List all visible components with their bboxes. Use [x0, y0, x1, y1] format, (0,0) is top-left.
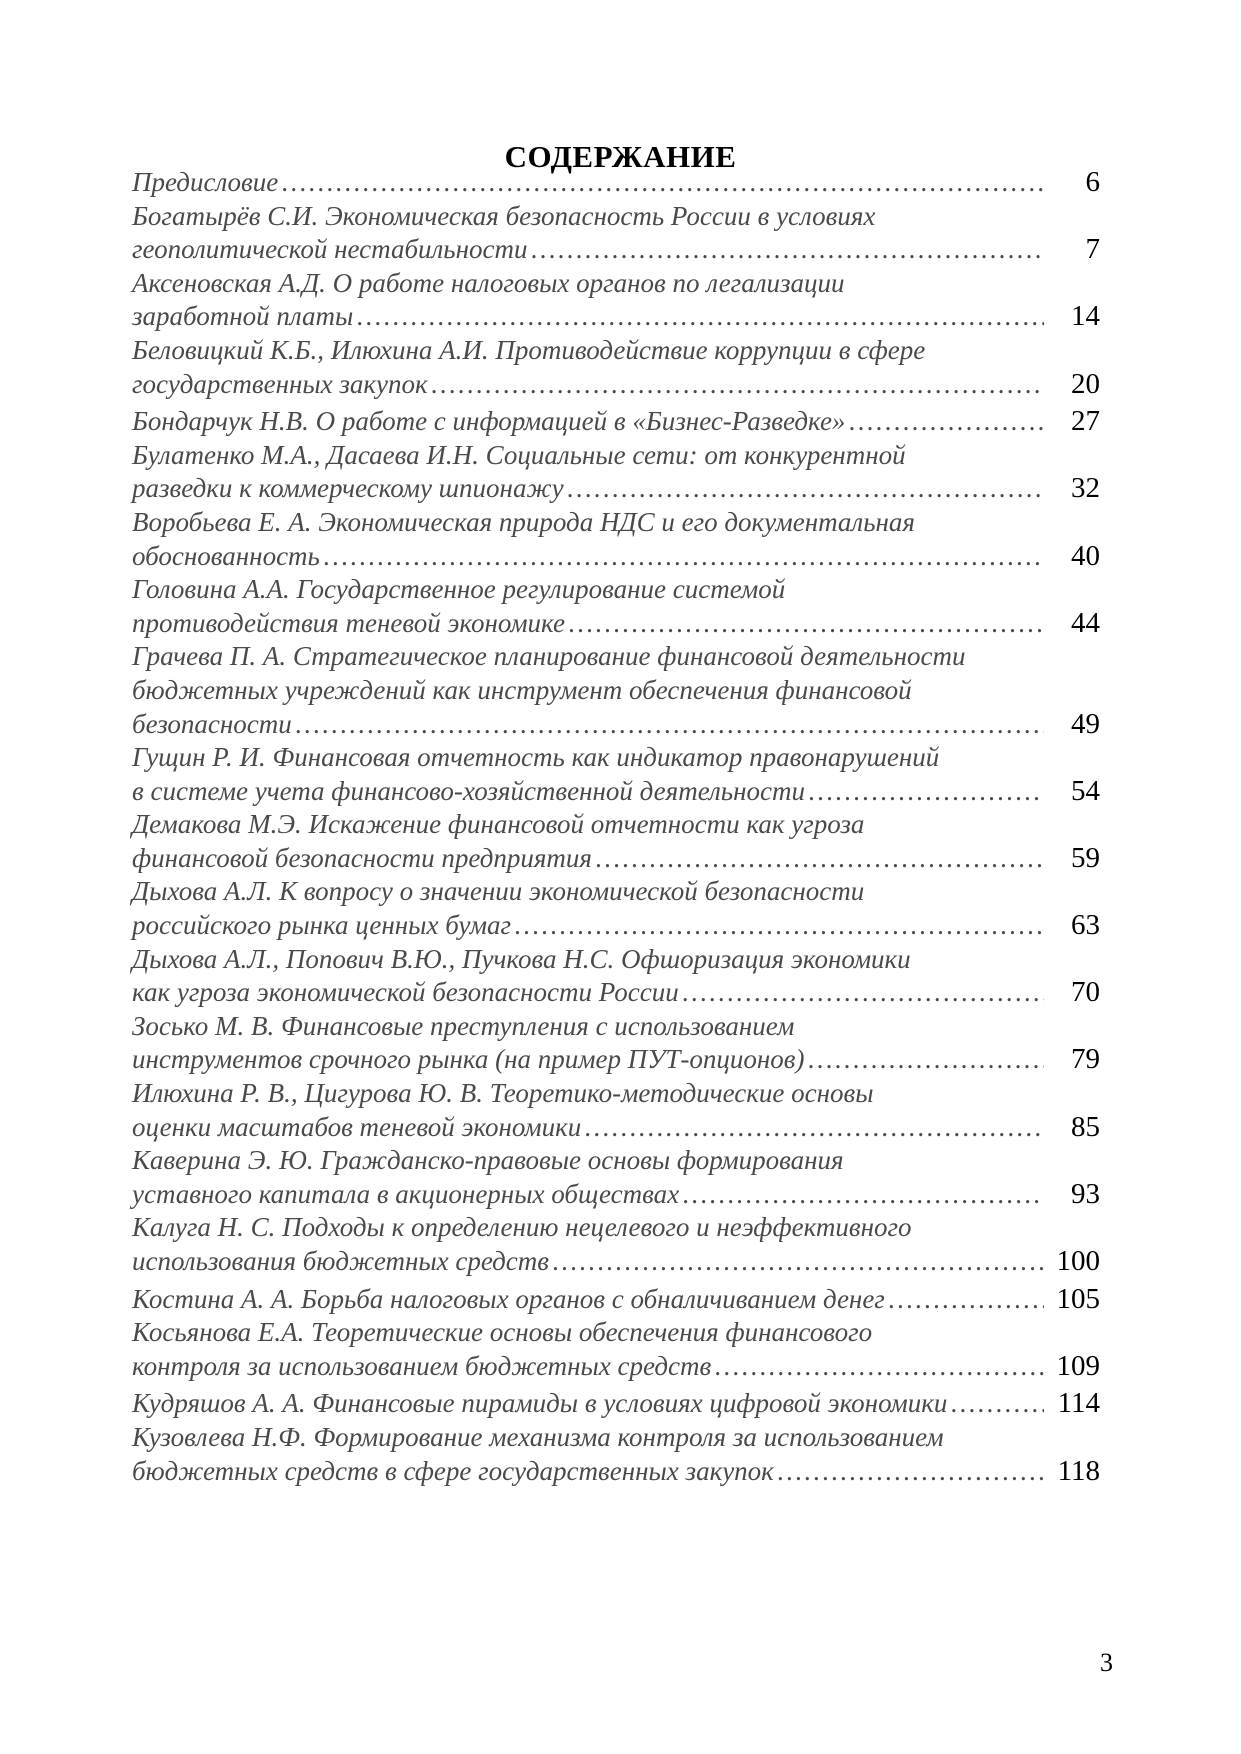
toc-entry-line: Воробьева Е. А. Экономическая природа НДС и его документальная [132, 506, 915, 537]
dot-leader [551, 1245, 1044, 1279]
toc-entry-line: Бондарчук Н.В. О работе с информацией в «Бизнес-Разведке» [132, 406, 846, 437]
toc-entry-line: Калуга Н. С. Подходы к определению нецелевого и неэффективного [132, 1212, 912, 1243]
toc-page-number: 6 [1085, 166, 1100, 198]
toc-entry-title [132, 943, 1100, 1010]
dot-leader [355, 300, 1044, 334]
toc-entry-title [132, 1421, 1100, 1488]
toc-entry [132, 1283, 1100, 1317]
toc-page-number: 32 [1071, 472, 1100, 505]
dot-leader [583, 1111, 1044, 1145]
toc-page-number: 14 [1071, 300, 1100, 333]
toc-entry-line: разведки к коммерческому шпионажу [132, 473, 564, 504]
toc-entry-line: оценки масштабов теневой экономики [132, 1111, 582, 1142]
toc-page-number: 63 [1071, 909, 1100, 942]
dot-leader [847, 405, 1044, 439]
toc-entry-line: Каверина Э. Ю. Гражданско-правовые основы формирования [132, 1145, 844, 1176]
dot-leader [887, 1283, 1044, 1317]
toc-entry-line: безопасности [132, 708, 292, 739]
dot-leader [294, 708, 1044, 742]
toc-entry-title [132, 166, 1100, 200]
toc-page-number: 109 [1056, 1349, 1100, 1382]
toc-page-number: 7 [1085, 233, 1100, 266]
toc-entry-line: как угроза экономической безопасности России [132, 977, 679, 1008]
toc-entry-line: Илюхина Р. В., Цигурова Ю. В. Теоретико-методические основы [132, 1078, 874, 1109]
toc-entry-line: Беловицкий К.Б., Илюхина А.И. Противодействие коррупции в сфере [132, 334, 926, 365]
toc-entry [132, 741, 1100, 808]
toc-entry [132, 166, 1100, 200]
toc-entry [132, 267, 1100, 334]
toc-entry [132, 1010, 1100, 1077]
toc-entry-title [132, 640, 1100, 741]
toc-entry-title [132, 334, 1100, 401]
toc-entry-title [132, 741, 1100, 808]
toc-entry-line: финансовой безопасности предприятия [132, 842, 592, 873]
toc-entry-title [132, 1387, 1100, 1421]
dot-leader [713, 1350, 1044, 1384]
toc-entry-title [132, 1010, 1100, 1077]
toc-entry-line: контроля за использованием бюджетных средств [132, 1350, 712, 1381]
toc-entry-line: Предисловие [132, 167, 279, 197]
toc-page-number: 54 [1071, 774, 1100, 807]
toc-entry [132, 573, 1100, 640]
toc-entry-line: Аксеновская А.Д. О работе налоговых органов по легализации [132, 267, 845, 298]
toc-page-number: 93 [1071, 1177, 1100, 1210]
toc-page-number: 40 [1071, 539, 1100, 572]
toc-page-number: 44 [1071, 606, 1100, 639]
toc-page-number: 20 [1071, 367, 1100, 400]
toc-entry [132, 1387, 1100, 1421]
toc-entry-title [132, 267, 1100, 334]
dot-leader [529, 233, 1044, 267]
toc-entry-line: инструментов срочного рынка (на пример ПУТ-опционов) [132, 1044, 805, 1075]
toc-entry-line: государственных закупок [132, 368, 428, 399]
toc-entry-title [132, 200, 1100, 267]
toc-entry-line: уставного капитала в акционерных обществах [132, 1178, 680, 1209]
toc-entry [132, 405, 1100, 439]
dot-leader [567, 607, 1044, 641]
toc-entry-line: бюджетных учреждений как инструмент обеспечения финансовой [132, 674, 912, 705]
toc-entry-title [132, 1316, 1100, 1383]
toc-entry-title [132, 875, 1100, 942]
dot-leader [776, 1455, 1044, 1489]
toc-entry-line: Грачева П. А. Стратегическое планирование финансовой деятельности [132, 641, 966, 672]
dot-leader [566, 472, 1044, 506]
toc-entry [132, 1144, 1100, 1211]
toc-entry [132, 875, 1100, 942]
toc-page-number: 118 [1057, 1454, 1100, 1487]
dot-leader [430, 368, 1044, 402]
toc-entry [132, 1077, 1100, 1144]
toc-page-number: 105 [1056, 1282, 1100, 1315]
dot-leader [681, 1178, 1044, 1212]
toc-entry-line: Косьянова Е.А. Теоретические основы обеспечения финансового [132, 1317, 873, 1348]
toc-page-number: 49 [1071, 707, 1100, 740]
table-of-contents [132, 166, 1100, 1488]
toc-entry [132, 1421, 1100, 1488]
toc-entry-line: Костина А. А. Борьба налоговых органов с обналичиванием денег [132, 1283, 885, 1314]
toc-entry-title [132, 1211, 1100, 1278]
toc-entry-title [132, 506, 1100, 573]
toc-entry-line: бюджетных средств в сфере государственных закупок [132, 1455, 774, 1486]
toc-entry-line: Дыхова А.Л. К вопросу о значении экономической безопасности [132, 876, 865, 907]
page-title: СОДЕРЖАНИЕ [504, 138, 737, 174]
toc-page-number: 70 [1071, 976, 1100, 1009]
toc-entry-line: Демакова М.Э. Искажение финансовой отчетности как угроза [132, 809, 865, 840]
toc-entry-title [132, 573, 1100, 640]
toc-entry [132, 640, 1100, 741]
toc-entry [132, 808, 1100, 875]
toc-entry-line: Богатырёв С.И. Экономическая безопасность России в условиях [132, 200, 876, 231]
toc-page-number: 79 [1071, 1043, 1100, 1076]
toc-entry-line: Булатенко М.А., Дасаева И.Н. Социальные сети: от конкурентной [132, 439, 906, 470]
toc-entry-line: в системе учета финансово-хозяйственной деятельности [132, 775, 805, 806]
dot-leader [949, 1387, 1044, 1421]
toc-entry [132, 1316, 1100, 1383]
toc-entry [132, 943, 1100, 1010]
toc-page-number: 100 [1056, 1245, 1100, 1277]
dot-leader [513, 909, 1044, 943]
toc-entry-line: Кудряшов А. А. Финансовые пирамиды в условиях цифровой экономики [132, 1388, 948, 1419]
toc-entry-line: российского рынка ценных бумаг [132, 910, 511, 941]
toc-entry-line: Кузовлева Н.Ф. Формирование механизма контроля за использованием [132, 1421, 944, 1452]
toc-entry [132, 439, 1100, 506]
dot-leader [807, 775, 1044, 809]
dot-leader [322, 540, 1044, 574]
toc-entry [132, 506, 1100, 573]
toc-entry-line: противодействия теневой экономике [132, 607, 566, 638]
page-number: 3 [1100, 1648, 1113, 1677]
toc-entry-line: Головина А.А. Государственное регулирование системой [132, 574, 786, 605]
toc-entry-title [132, 1283, 1100, 1317]
toc-entry-title [132, 439, 1100, 506]
toc-entry [132, 334, 1100, 401]
toc-entry-line: Гущин Р. И. Финансовая отчетность как индикатор правонарушений [132, 742, 940, 773]
toc-page-number: 114 [1057, 1387, 1100, 1420]
toc-entry-line: Зосько М. В. Финансовые преступления с использованием [132, 1010, 795, 1041]
toc-entry-line: обоснованность [132, 540, 320, 571]
toc-entry-line: геополитической нестабильности [132, 234, 528, 265]
toc-page-number: 59 [1071, 841, 1100, 874]
toc-entry-line: заработной платы [132, 301, 354, 332]
toc-entry [132, 1211, 1100, 1278]
toc-entry-line: Дыхова А.Л., Попович В.Ю., Пучкова Н.С. Офшоризация экономики [132, 943, 911, 974]
dot-leader [594, 842, 1044, 876]
dot-leader [681, 976, 1044, 1010]
toc-page-number: 27 [1071, 405, 1100, 438]
dot-leader [280, 166, 1044, 200]
toc-entry-title [132, 1144, 1100, 1211]
toc-entry-line: использования бюджетных средств [132, 1246, 550, 1276]
toc-entry-title [132, 808, 1100, 875]
toc-entry-title [132, 405, 1100, 439]
dot-leader [807, 1043, 1044, 1077]
toc-entry [132, 200, 1100, 267]
toc-entry-title [132, 1077, 1100, 1144]
toc-page-number: 85 [1071, 1110, 1100, 1143]
